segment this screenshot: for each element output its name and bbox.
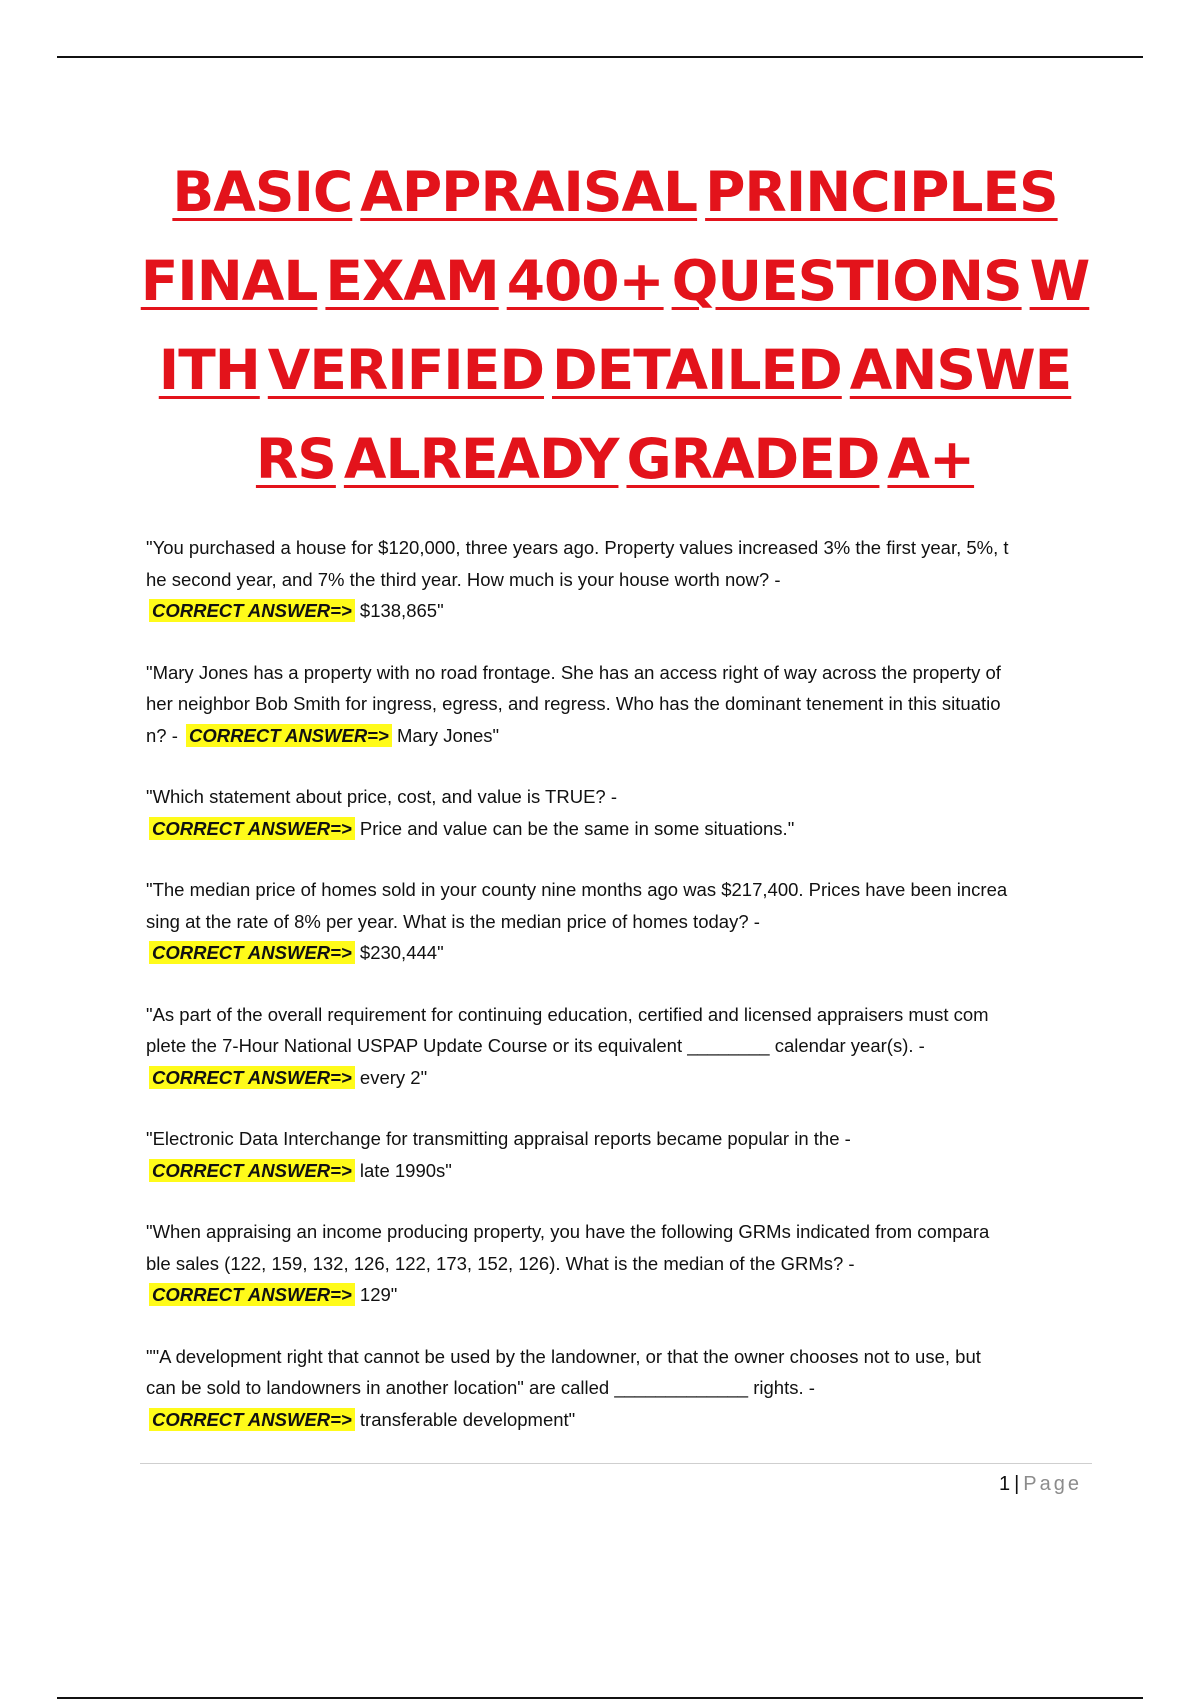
- question-line: [146, 720, 1088, 752]
- title-word: W: [1029, 249, 1090, 313]
- page-footer: [999, 1471, 1082, 1497]
- question-text: n? -: [146, 724, 178, 746]
- correct-answer-label: CORRECT ANSWER=>: [149, 1283, 355, 1306]
- answer-text: 129": [359, 1284, 398, 1305]
- question-line: [146, 1341, 1088, 1373]
- question-line: [146, 1123, 1088, 1155]
- question-line: [146, 564, 1088, 596]
- question-text: "The median price of homes sold in your county nine months ago was $217,400. Prices have been increa: [146, 879, 1008, 900]
- answer-line: [146, 1062, 1088, 1094]
- qa-item: [146, 999, 1088, 1094]
- title-line: [140, 326, 1090, 415]
- document-title: [140, 148, 1090, 504]
- title-word: PRINCIPLES: [705, 160, 1058, 224]
- title-word: GRADED: [626, 427, 880, 491]
- title-line: [140, 148, 1090, 237]
- question-text: her neighbor Bob Smith for ingress, egress, and regress. Who has the dominant tenement in this situatio: [146, 693, 1001, 714]
- question-list: [146, 532, 1088, 1465]
- question-line: [146, 999, 1088, 1031]
- title-word: ITH: [158, 338, 260, 402]
- qa-item: [146, 1123, 1088, 1186]
- question-line: [146, 532, 1088, 564]
- question-text: can be sold to landowners in another location" are called _____________ rights. -: [146, 1377, 815, 1398]
- question-line: [146, 657, 1088, 689]
- page-separator: |: [1014, 1473, 1020, 1495]
- title-word: VERIFIED: [267, 338, 544, 402]
- title-word: ALREADY: [343, 427, 619, 491]
- page-number: 1: [998, 1473, 1011, 1495]
- question-text: ""A development right that cannot be used by the landowner, or that the owner chooses not to use, but: [146, 1345, 981, 1367]
- question-text: sing at the rate of 8% per year. What is the median price of homes today? -: [146, 910, 760, 932]
- title-word: A+: [887, 427, 975, 491]
- title-line: [140, 415, 1090, 504]
- question-text: "When appraising an income producing property, you have the following GRMs indicated from compara: [146, 1221, 990, 1242]
- qa-item: [146, 781, 1088, 844]
- answer-text: Price and value can be the same in some situations.": [359, 817, 795, 839]
- question-text: "As part of the overall requirement for continuing education, certified and licensed appraisers must com: [146, 1003, 989, 1025]
- question-line: [146, 781, 1088, 813]
- title-word: 400+: [506, 249, 664, 313]
- title-word: BASIC: [172, 160, 353, 224]
- title-word: QUESTIONS: [671, 249, 1022, 313]
- title-word: ANSWE: [849, 338, 1072, 402]
- answer-line: [146, 1279, 1088, 1311]
- question-text: plete the 7-Hour National USPAP Update Course or its equivalent ________ calendar year(s). -: [146, 1035, 925, 1056]
- answer-text: $230,444": [359, 942, 444, 963]
- answer-line: [146, 813, 1088, 845]
- title-line: [140, 237, 1090, 326]
- answer-line: [146, 937, 1088, 969]
- question-line: [146, 1248, 1088, 1280]
- title-word: RS: [255, 427, 336, 491]
- footer-rule: [140, 1463, 1092, 1464]
- answer-text: $138,865": [359, 600, 444, 621]
- answer-text: every 2": [359, 1066, 428, 1088]
- correct-answer-label: CORRECT ANSWER=>: [149, 817, 355, 840]
- question-line: [146, 688, 1088, 720]
- correct-answer-label: CORRECT ANSWER=>: [149, 599, 355, 622]
- title-word: DETAILED: [552, 338, 842, 402]
- answer-text: Mary Jones": [396, 724, 500, 746]
- question-text: ble sales (122, 159, 132, 126, 122, 173, 152, 126). What is the median of the GRMs? -: [146, 1252, 855, 1274]
- qa-item: [146, 532, 1088, 627]
- title-word: EXAM: [325, 249, 499, 313]
- question-line: [146, 1216, 1088, 1248]
- correct-answer-label: CORRECT ANSWER=>: [149, 1408, 355, 1431]
- question-text: "Electronic Data Interchange for transmitting appraisal reports became popular in the -: [146, 1128, 851, 1149]
- qa-item: [146, 1216, 1088, 1311]
- question-line: [146, 906, 1088, 938]
- bottom-rule: [57, 1697, 1143, 1699]
- answer-text: transferable development": [359, 1408, 576, 1430]
- question-text: "Mary Jones has a property with no road frontage. She has an access right of way across the property of: [146, 661, 1001, 683]
- question-text: he second year, and 7% the third year. How much is your house worth now? -: [146, 568, 781, 590]
- answer-line: [146, 595, 1088, 627]
- correct-answer-label: CORRECT ANSWER=>: [149, 941, 355, 964]
- correct-answer-label: CORRECT ANSWER=>: [149, 1066, 355, 1089]
- title-word: FINAL: [140, 249, 318, 313]
- correct-answer-label: CORRECT ANSWER=>: [149, 1159, 355, 1182]
- question-text: "You purchased a house for $120,000, three years ago. Property values increased 3% the first year, 5%, t: [146, 537, 1009, 558]
- answer-line: [146, 1404, 1088, 1436]
- question-line: [146, 1372, 1088, 1404]
- question-line: [146, 874, 1088, 906]
- answer-line: [146, 1155, 1088, 1187]
- correct-answer-label: CORRECT ANSWER=>: [186, 724, 392, 747]
- question-line: [146, 1030, 1088, 1062]
- question-text: "Which statement about price, cost, and value is TRUE? -: [146, 786, 617, 807]
- qa-item: [146, 657, 1088, 752]
- answer-text: late 1990s": [359, 1159, 452, 1181]
- page-label: Page: [1023, 1473, 1082, 1495]
- header-rule: [57, 56, 1143, 58]
- title-word: APPRAISAL: [360, 160, 698, 224]
- qa-item: [146, 1341, 1088, 1436]
- qa-item: [146, 874, 1088, 969]
